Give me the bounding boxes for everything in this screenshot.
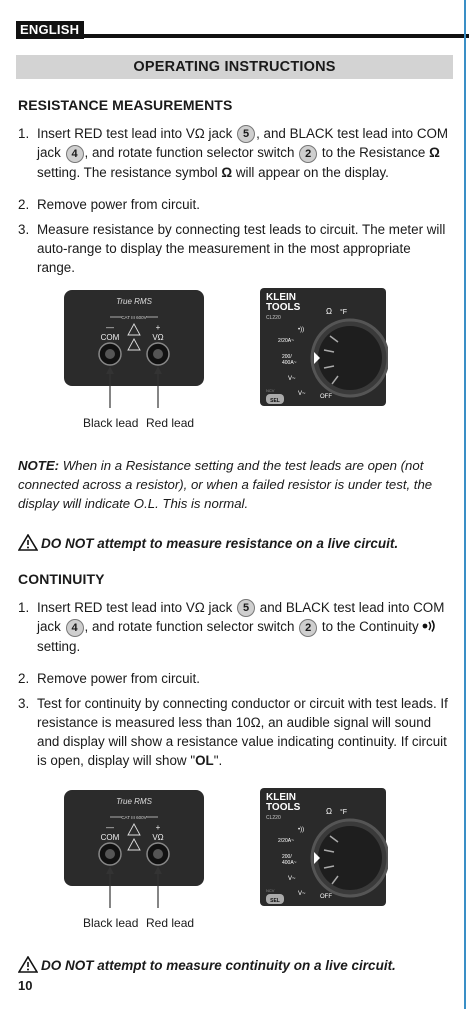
resistance-warning: DO NOT attempt to measure resistance on a live circuit.	[18, 534, 398, 553]
svg-text:KLEIN: KLEIN	[266, 292, 296, 303]
svg-text:2/20A~: 2/20A~	[278, 838, 294, 844]
svg-text:COM: COM	[100, 833, 120, 842]
svg-text:V~: V~	[288, 876, 296, 882]
jack-panel-figure-2	[60, 788, 210, 908]
svg-text:OFF: OFF	[320, 394, 332, 400]
svg-text:OFF: OFF	[320, 894, 332, 900]
svg-text:°F: °F	[340, 809, 348, 816]
svg-text:200/: 200/	[282, 354, 292, 360]
true-rms-label: True RMS	[116, 297, 152, 306]
red-lead-caption: Red lead	[146, 416, 195, 430]
svg-text:CAT III 600V: CAT III 600V	[121, 315, 147, 320]
svg-text:NCV: NCV	[266, 888, 275, 893]
svg-text:+: +	[155, 323, 161, 332]
svg-text:TOOLS: TOOLS	[266, 302, 301, 313]
com-label: COM	[100, 333, 120, 342]
svg-text:V~: V~	[298, 391, 306, 397]
svg-text:NCV: NCV	[266, 388, 275, 393]
dial-figure	[258, 286, 388, 406]
language-tag: ENGLISH	[16, 21, 84, 39]
switch-2-badge: 2	[299, 145, 317, 163]
svg-text:200/: 200/	[282, 854, 292, 860]
svg-text:TOOLS: TOOLS	[266, 802, 301, 813]
dial-figure-2	[258, 786, 388, 906]
svg-text:V~: V~	[288, 376, 296, 382]
svg-text:CAT III 600V: CAT III 600V	[121, 815, 147, 820]
continuity-step-2: 2. Remove power from circuit.	[18, 671, 200, 686]
continuity-heading: CONTINUITY	[18, 571, 105, 587]
resistance-step-1: 1. Insert RED test lead into VΩ jack 5 , and BLACK test lead into COM jack 4 , and rotate function selector switch 2 to the Resistance Ω setting. The resistance symbol Ω will appear on the display.	[18, 126, 449, 180]
vo-label: VΩ	[152, 333, 164, 342]
svg-text:°F: °F	[340, 309, 348, 316]
svg-text:Ω: Ω	[326, 807, 332, 816]
page-number: 10	[18, 978, 33, 993]
svg-text:KLEIN: KLEIN	[266, 792, 296, 803]
resistance-heading: RESISTANCE MEASUREMENTS	[18, 97, 233, 113]
continuity-step-3: 3. Test for continuity by connecting conductor or circuit with test leads. If resistance is measured less than 10Ω, an audible signal will sound and display will show a resistance value indicating continuity. If circuit is open, display will show "OL".	[18, 696, 448, 768]
svg-text:VΩ: VΩ	[152, 833, 164, 842]
svg-text:•)): •))	[298, 327, 305, 333]
svg-text:2/20A~: 2/20A~	[278, 338, 294, 344]
page-edge-line	[464, 0, 466, 1009]
svg-text:CL220: CL220	[266, 815, 281, 821]
jack-5-badge: 5	[237, 125, 255, 143]
switch-2-badge: 2	[299, 619, 317, 637]
resistance-note: NOTE: When in a Resistance setting and the test leads are open (not connected across a resistor), or when a failed resistor is under test, the display will indicate O.L. This is normal.	[18, 458, 433, 511]
svg-text:—: —	[106, 823, 114, 832]
svg-text:Ω: Ω	[326, 307, 332, 316]
svg-text:True RMS: True RMS	[116, 797, 152, 806]
resistance-step-2: 2. Remove power from circuit.	[18, 197, 200, 212]
svg-text:+: +	[155, 823, 161, 832]
jack-4-badge: 4	[66, 619, 84, 637]
red-lead-caption: Red lead	[146, 916, 195, 930]
svg-text:•)): •))	[298, 827, 305, 833]
resistance-step-3: 3. Measure resistance by connecting test leads to circuit. The meter will auto-range to display the measurement in the most appropriate range.	[18, 222, 446, 275]
black-lead-caption: Black lead	[83, 916, 139, 930]
section-banner: OPERATING INSTRUCTIONS	[16, 55, 453, 79]
svg-text:400A~: 400A~	[282, 860, 297, 866]
svg-text:400A~: 400A~	[282, 360, 297, 366]
black-lead-caption: Black lead	[83, 416, 139, 430]
svg-text:—: —	[106, 323, 114, 332]
continuity-warning: DO NOT attempt to measure continuity on a live circuit.	[18, 956, 396, 975]
warning-triangle-icon	[18, 956, 38, 973]
continuity-icon	[422, 620, 438, 632]
jack-5-badge: 5	[237, 599, 255, 617]
svg-text:V~: V~	[298, 891, 306, 897]
svg-text:SEL: SEL	[270, 398, 280, 404]
warning-triangle-icon	[18, 534, 38, 551]
jack-panel-figure	[60, 288, 210, 408]
svg-text:CL220: CL220	[266, 315, 281, 321]
continuity-step-1: 1. Insert RED test lead into VΩ jack 5 and BLACK test lead into COM jack 4 , and rotate function selector switch 2 to the Continuity setting.	[18, 600, 445, 654]
jack-4-badge: 4	[66, 145, 84, 163]
svg-text:SEL: SEL	[270, 898, 280, 904]
